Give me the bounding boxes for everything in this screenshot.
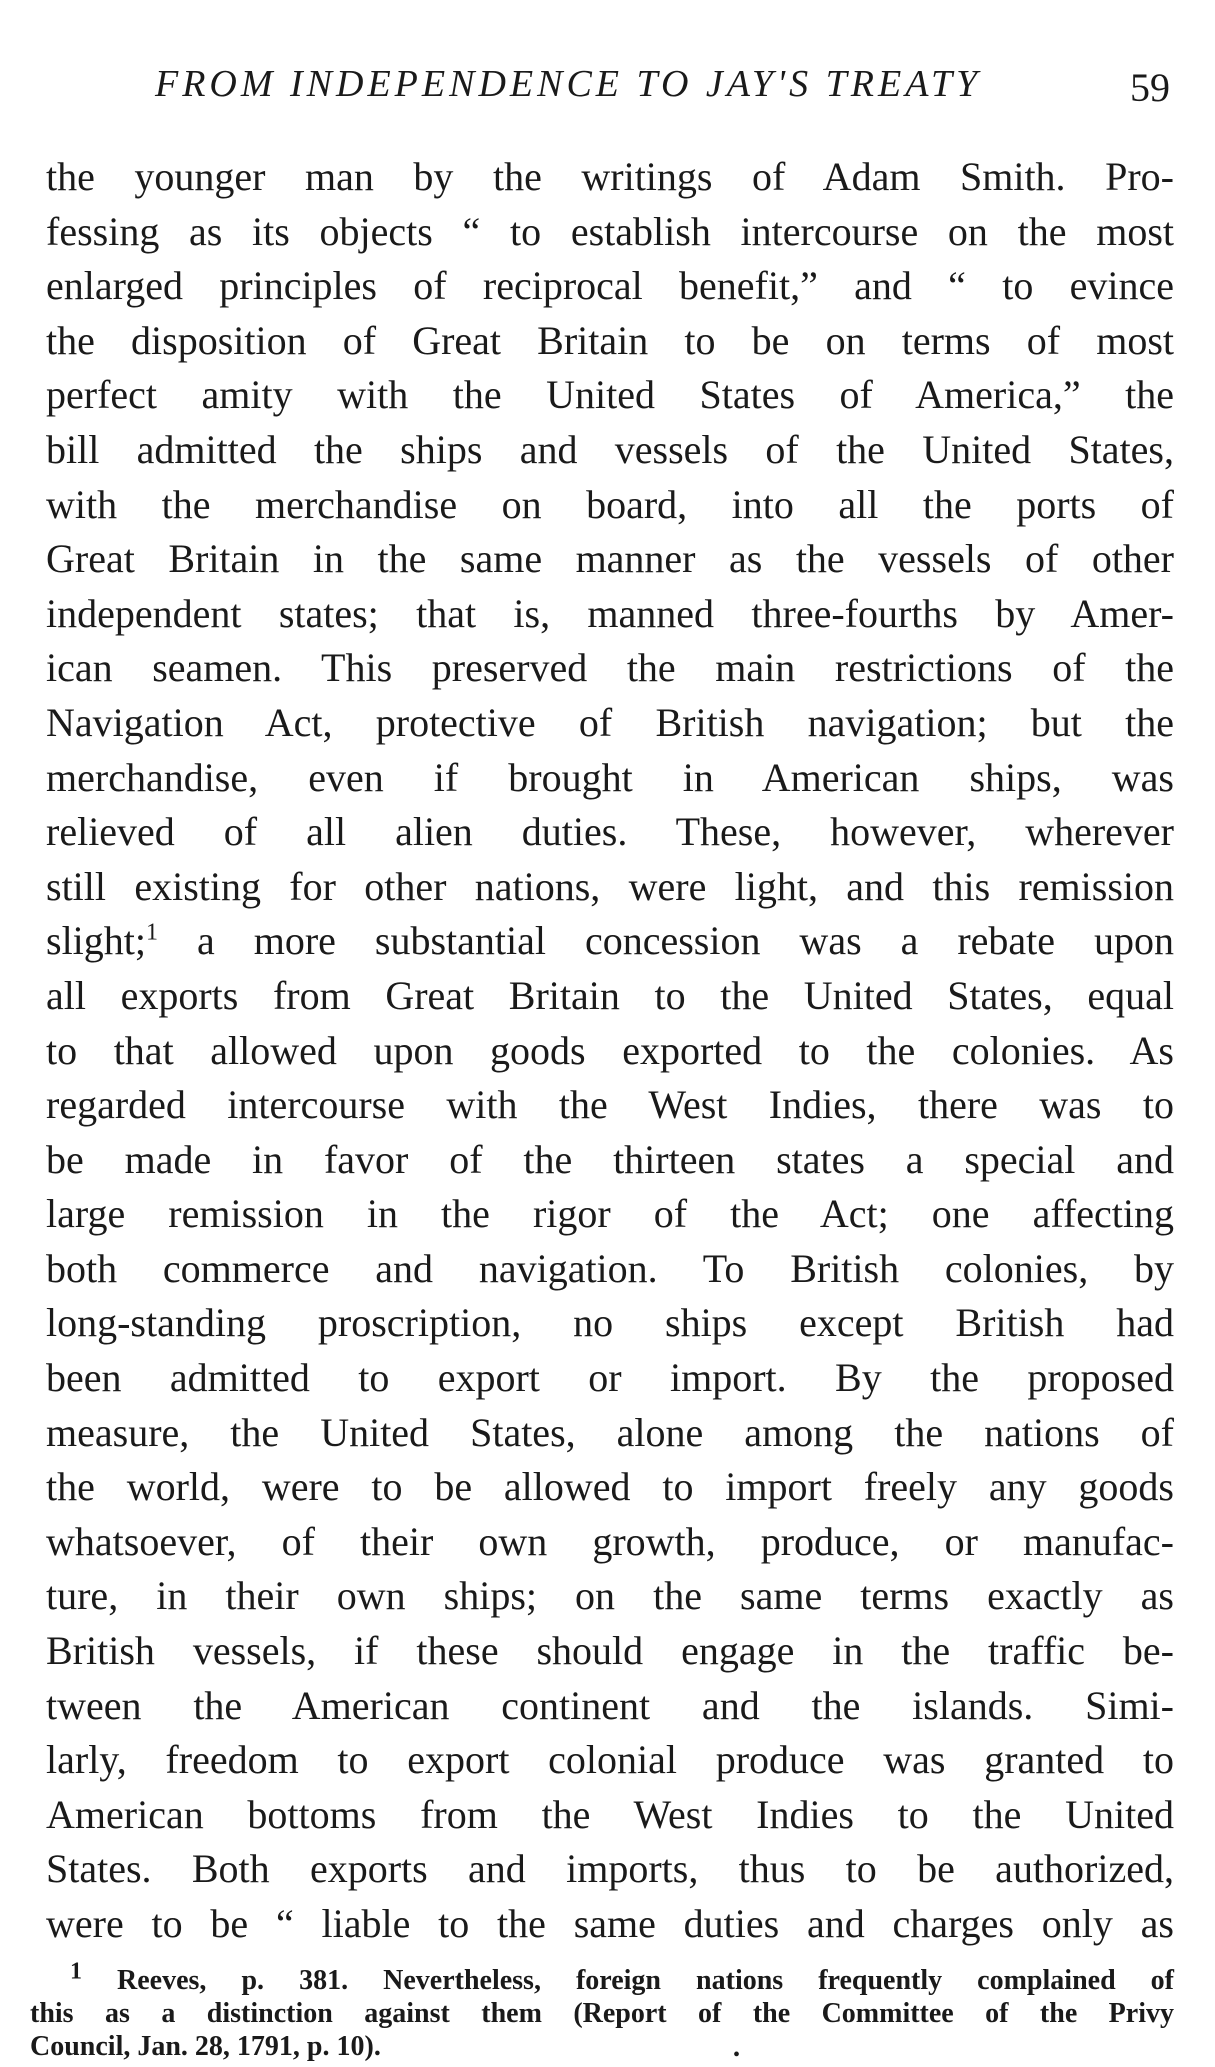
footnote-line — [30, 1958, 1174, 1997]
text-line: were to be “ liable to the same duties and charges only as — [46, 1901, 1174, 1946]
text-line: relieved of all alien duties. These, however, wherever — [46, 809, 1174, 855]
stray-ink-mark: • — [733, 2044, 741, 2066]
text-line: perfect amity with the United States of America,” the — [46, 372, 1174, 418]
text-line: American bottoms from the West Indies to the United — [46, 1791, 1174, 1837]
text-line: both commerce and navigation. To British colonies, by — [46, 1245, 1174, 1291]
text-line: merchandise, even if brought in American ships, was — [46, 754, 1174, 800]
text-line: Navigation Act, protective of British navigation; but the — [46, 699, 1174, 745]
text-line: the disposition of Great Britain to be on terms of most — [46, 317, 1174, 363]
text-line: the younger man by the writings of Adam Smith. Pro- — [46, 154, 1174, 199]
text-line: independent states; that is, manned three-fourths by Amer- — [46, 590, 1174, 636]
text-line: be made in favor of the thirteen states a special and — [46, 1136, 1174, 1182]
footnote-marker: 1 — [70, 1958, 82, 1985]
text-line: measure, the United States, alone among the nations of — [46, 1409, 1174, 1455]
text-line: States. Both exports and imports, thus to be authorized, — [46, 1846, 1174, 1892]
text-line: British vessels, if these should engage in the traffic be- — [46, 1628, 1174, 1674]
text-line-with-footnote-ref — [46, 914, 1174, 969]
text-fragment: slight; — [46, 918, 147, 964]
text-line: still existing for other nations, were light, and this remission — [46, 863, 1174, 909]
footnote-reference[interactable]: 1 — [146, 919, 159, 946]
body-text — [46, 150, 1174, 1952]
text-line: long-standing proscription, no ships except British had — [46, 1300, 1174, 1346]
footnote — [30, 1958, 1174, 2066]
page-number: 59 — [1130, 65, 1170, 110]
text-fragment: a more substantial concession was a rebate upon — [158, 918, 1174, 964]
text-line: regarded intercourse with the West Indies, there was to — [46, 1082, 1174, 1128]
text-line: whatsoever, of their own growth, produce, or manufac- — [46, 1518, 1174, 1564]
text-line: Great Britain in the same manner as the vessels of other — [46, 536, 1174, 582]
footnote-text: Reeves, p. 381. Nevertheless, foreign nations frequently complained of — [82, 1965, 1174, 1996]
text-line: ican seamen. This preserved the main restrictions of the — [46, 645, 1174, 691]
text-line: ture, in their own ships; on the same terms exactly as — [46, 1573, 1174, 1619]
text-line: the world, were to be allowed to import freely any goods — [46, 1464, 1174, 1510]
footnote-line: Council, Jan. 28, 1791, p. 10). — [30, 2031, 381, 2062]
footnote-line: this as a distinction against them (Report of the Committee of the Privy — [30, 1998, 1174, 2029]
text-line: larly, freedom to export colonial produce was granted to — [46, 1737, 1174, 1783]
running-title: FROM INDEPENDENCE TO JAY'S TREATY — [155, 63, 982, 105]
running-head — [0, 62, 1215, 122]
text-line: tween the American continent and the islands. Simi- — [46, 1682, 1174, 1728]
text-line: all exports from Great Britain to the United States, equal — [46, 972, 1174, 1018]
text-line: fessing as its objects “ to establish intercourse on the most — [46, 208, 1174, 254]
text-line: large remission in the rigor of the Act; one affecting — [46, 1191, 1174, 1237]
text-line: enlarged principles of reciprocal benefit,” and “ to evince — [46, 263, 1174, 309]
text-line: been admitted to export or import. By the proposed — [46, 1355, 1174, 1401]
text-line: with the merchandise on board, into all the ports of — [46, 481, 1174, 527]
text-line: to that allowed upon goods exported to the colonies. As — [46, 1027, 1174, 1073]
text-line: bill admitted the ships and vessels of the United States, — [46, 426, 1174, 472]
